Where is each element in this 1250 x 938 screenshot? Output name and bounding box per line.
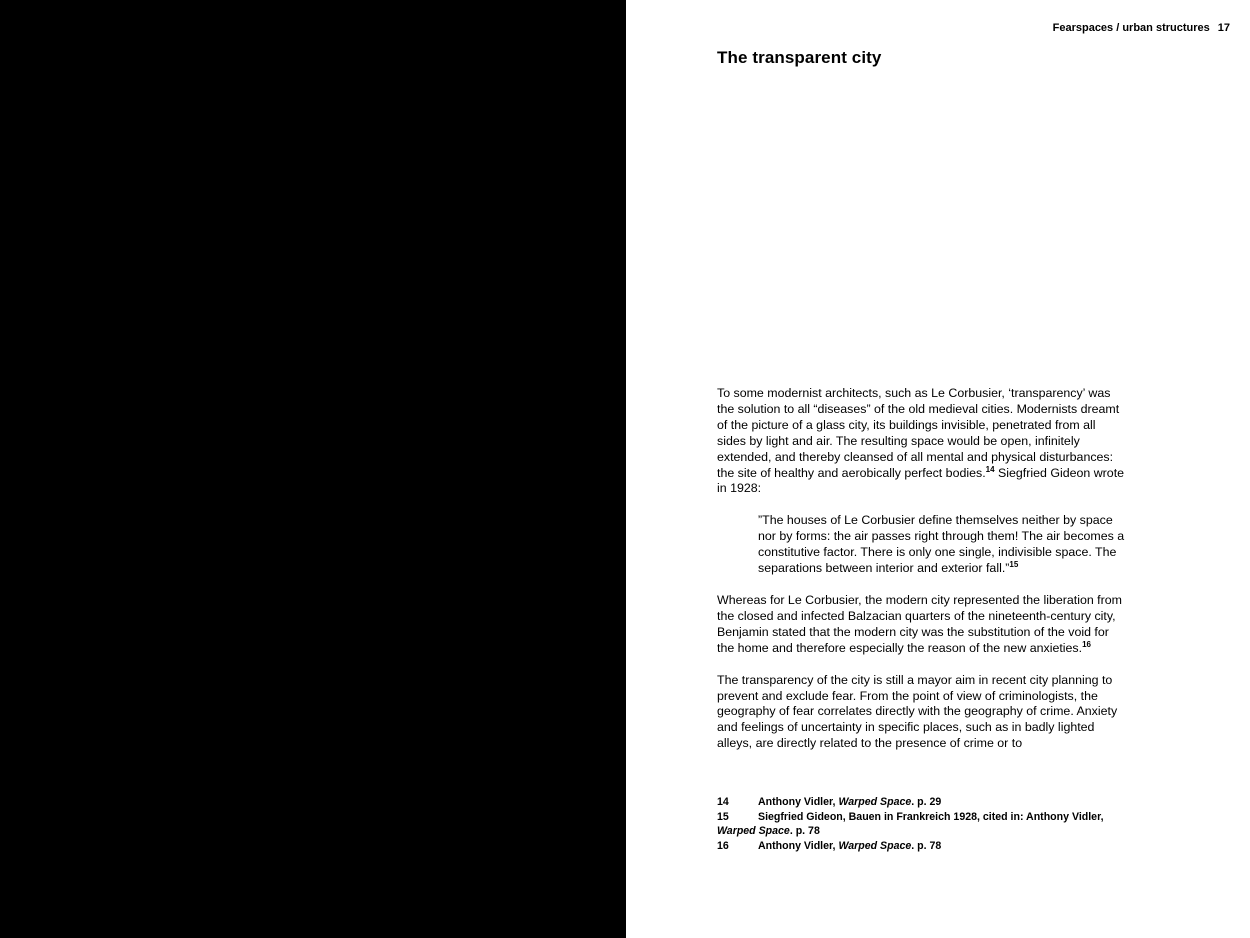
chapter-title: The transparent city: [717, 48, 882, 67]
footnote-book-title: Warped Space: [838, 839, 912, 852]
footnote-page: . p. 78: [911, 839, 942, 852]
paragraph-1-text: To some modernist architects, such as Le Corbusier, ‘transparency’ was the solution to all “diseases” of the old medieval cities. Modernists dreamt of the picture of a glass city, its buildings invisible, penetrated from all sides by light and air. The resulting space would be open, infinitely extended, and thereby cleansed of all mental and physical disturbances: the site of healthy and aerobically perfect bodies.: [717, 386, 1120, 480]
right-page: [626, 0, 1250, 938]
footnote-15: [717, 810, 1127, 839]
footnote-book-title: Warped Space: [838, 796, 912, 808]
block-quote: [758, 513, 1127, 577]
header-section: Fearspaces / urban structures: [1052, 22, 1210, 34]
paragraph-1-tail: Siegfried Gideon wrote in 1928:: [717, 465, 1125, 496]
footnote-text: Anthony Vidler,: [758, 796, 839, 808]
footnote-text: Anthony Vidler,: [758, 839, 839, 852]
footnote-text: Siegfried Gideon, Bauen in Frankreich 1928, cited in: Anthony Vidler,: [758, 810, 1104, 823]
footnote-page: . p. 29: [911, 796, 942, 808]
paragraph-1: [717, 386, 1127, 497]
paragraph-2-text: Whereas for Le Corbusier, the modern city represented the liberation from the closed and infected Balzacian quarters of the nineteenth-century city, Benjamin stated that the modern city was the substitution of the void for the home and therefore especially the reason of the new anxieties.: [717, 592, 1122, 655]
footnotes: [717, 795, 1127, 853]
footnote-16: [717, 839, 1127, 854]
footnote-number: 14: [717, 796, 729, 808]
footnote-ref-15: 15: [1009, 560, 1019, 570]
body-text: [717, 386, 1127, 752]
paragraph-2: [717, 593, 1127, 657]
footnote-14: [717, 795, 1127, 810]
footnote-page: . p. 78: [789, 825, 820, 837]
paragraph-3: The transparency of the city is still a mayor aim in recent city planning to prevent and exclude fear. From the point of view of criminologists, the geography of fear correlates directly with the geography of crime. Anxiety and feelings of uncertainty in specific places, such as in badly lighted alleys, are directly related to the presence of crime or to: [717, 672, 1118, 751]
footnote-book-title: Warped Space: [717, 825, 790, 837]
block-quote-text: ”The houses of Le Corbusier define themselves neither by space nor by forms: the air passes right through them! The air becomes a constitutive factor. There is only one single, indivisible space. The separations between interior and exterior fall.”: [758, 513, 1125, 576]
running-header: [1053, 22, 1230, 34]
page-number: 17: [1217, 22, 1230, 34]
footnote-number: 16: [717, 839, 729, 852]
footnote-ref-16: 16: [1082, 639, 1091, 649]
footnote-number: 15: [717, 810, 729, 823]
footnote-ref-14: 14: [985, 464, 995, 474]
